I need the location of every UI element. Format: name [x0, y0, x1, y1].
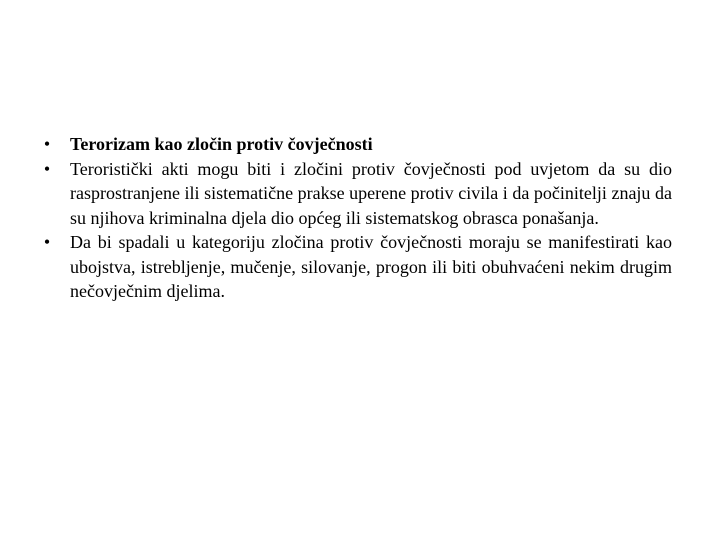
bullet-icon: •	[43, 232, 51, 252]
bullet-definition-text: Teroristički akti mogu biti i zločini protiv čovječnosti pod uvjetom da su dio rasprostranjene ili sistematične prakse uperene protiv civila i da počinitelji znaju da su njihova kriminalna djela dio općeg ili sistematskog obrasca ponašanja.	[70, 158, 672, 228]
bullet-item-manifestation	[40, 230, 672, 304]
bullet-item-definition	[40, 157, 672, 231]
bullet-icon: •	[43, 134, 51, 154]
bullet-manifestation-text: Da bi spadali u kategoriju zločina protiv čovječnosti moraju se manifestirati kao ubojstva, istrebljenje, mučenje, silovanje, progon ili biti obuhvaćeni nekim drugim nečovječnim djelima.	[70, 232, 672, 301]
bullet-heading-text: Terorizam kao zločin protiv čovječnosti	[70, 134, 373, 154]
bullet-item-title	[40, 132, 672, 157]
bullet-icon: •	[43, 158, 51, 179]
bullet-list	[40, 132, 672, 304]
